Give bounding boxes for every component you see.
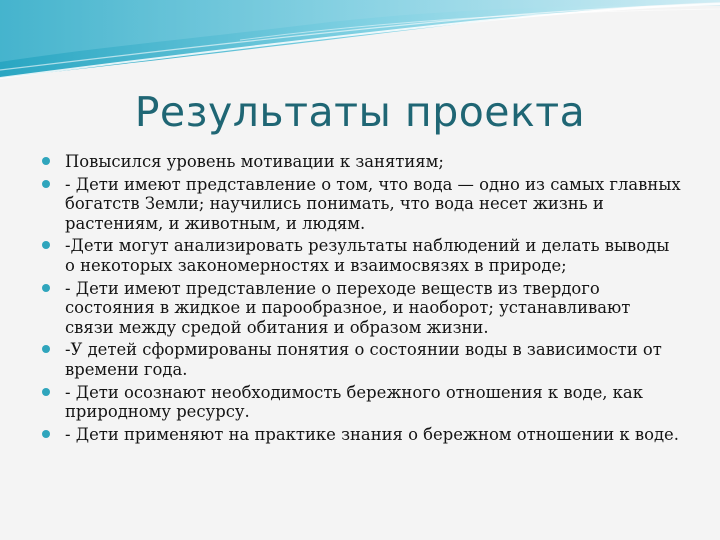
list-item: [42, 152, 682, 172]
wave-decoration: [0, 0, 720, 80]
bullet-icon: [42, 388, 50, 396]
bullet-icon: [42, 430, 50, 438]
bullet-text: -У детей сформированы понятия о состоянии воды в зависимости от времени года.: [65, 340, 662, 379]
bullet-text: - Дети имеют представление о переходе веществ из твердого состояния в жидкое и парообразное, и наоборот; устанавливают связи между средой обитания и образом жизни.: [65, 278, 631, 337]
list-item: [42, 383, 682, 422]
list-item: [42, 279, 682, 338]
list-item: [42, 236, 682, 275]
bullet-icon: [42, 157, 50, 165]
bullet-text: - Дети осознают необходимость бережного отношения к воде, как природному ресурсу.: [65, 382, 643, 422]
bullet-text: Повысился уровень мотивации к занятиям;: [65, 152, 444, 171]
bullet-icon: [42, 345, 50, 353]
bullet-icon: [42, 180, 50, 188]
list-item: [42, 340, 682, 379]
bullet-text: -Дети могут анализировать результаты наблюдений и делать выводы о некоторых закономерностях и взаимосвязях в природе;: [65, 236, 670, 275]
list-item: [42, 425, 682, 445]
bullet-text: - Дети имеют представление о том, что вода — одно из самых главных богатств Земли; научились понимать, что вода несет жизнь и растениям, и животным, и людям.: [65, 174, 681, 233]
list-item: [42, 175, 682, 234]
bullet-icon: [42, 284, 50, 292]
bullet-text: - Дети применяют на практике знания о бережном отношении к воде.: [65, 424, 679, 444]
slide-title: Результаты проекта: [134, 88, 586, 136]
bullet-list: [42, 152, 682, 447]
bullet-icon: [42, 241, 50, 249]
